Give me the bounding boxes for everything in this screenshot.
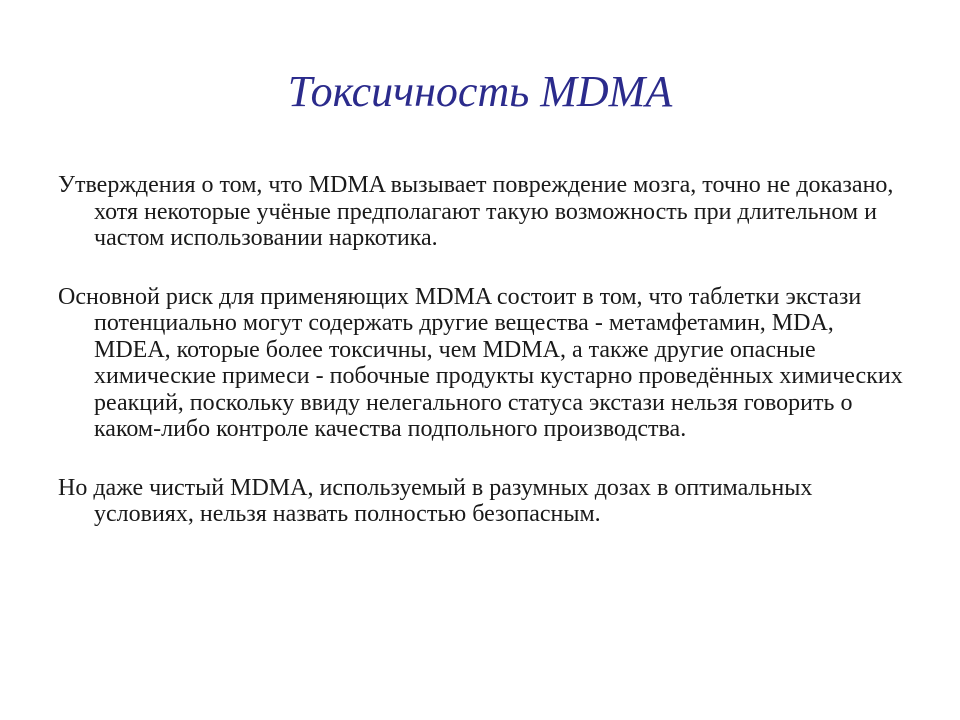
paragraph-brain-damage: Утверждения о том, что MDMA вызывает повреждение мозга, точно не доказано, хотя некоторые учёные предполагают такую возможность при длительном и частом использовании наркотика.: [58, 172, 894, 251]
slide-body: [58, 172, 908, 560]
slide-title: Токсичность MDMA: [287, 67, 673, 116]
paragraph-pure-mdma: Но даже чистый MDMA, используемый в разумных дозах в оптимальных условиях, нельзя назвать полностью безопасным.: [58, 474, 813, 527]
paragraph-main-risk: Основной риск для применяющих MDMA состоит в том, что таблетки экстази потенциально могут содержать другие вещества - метамфетамин, MDA, MDEA, которые более токсичны, чем MDMA, а также другие опасные химические примеси - побочные продукты кустарно проведённых химических реакций, поскольку ввиду нелегального статуса экстази нельзя говорить о каком-либо контроле качества подпольного производства.: [58, 283, 903, 442]
